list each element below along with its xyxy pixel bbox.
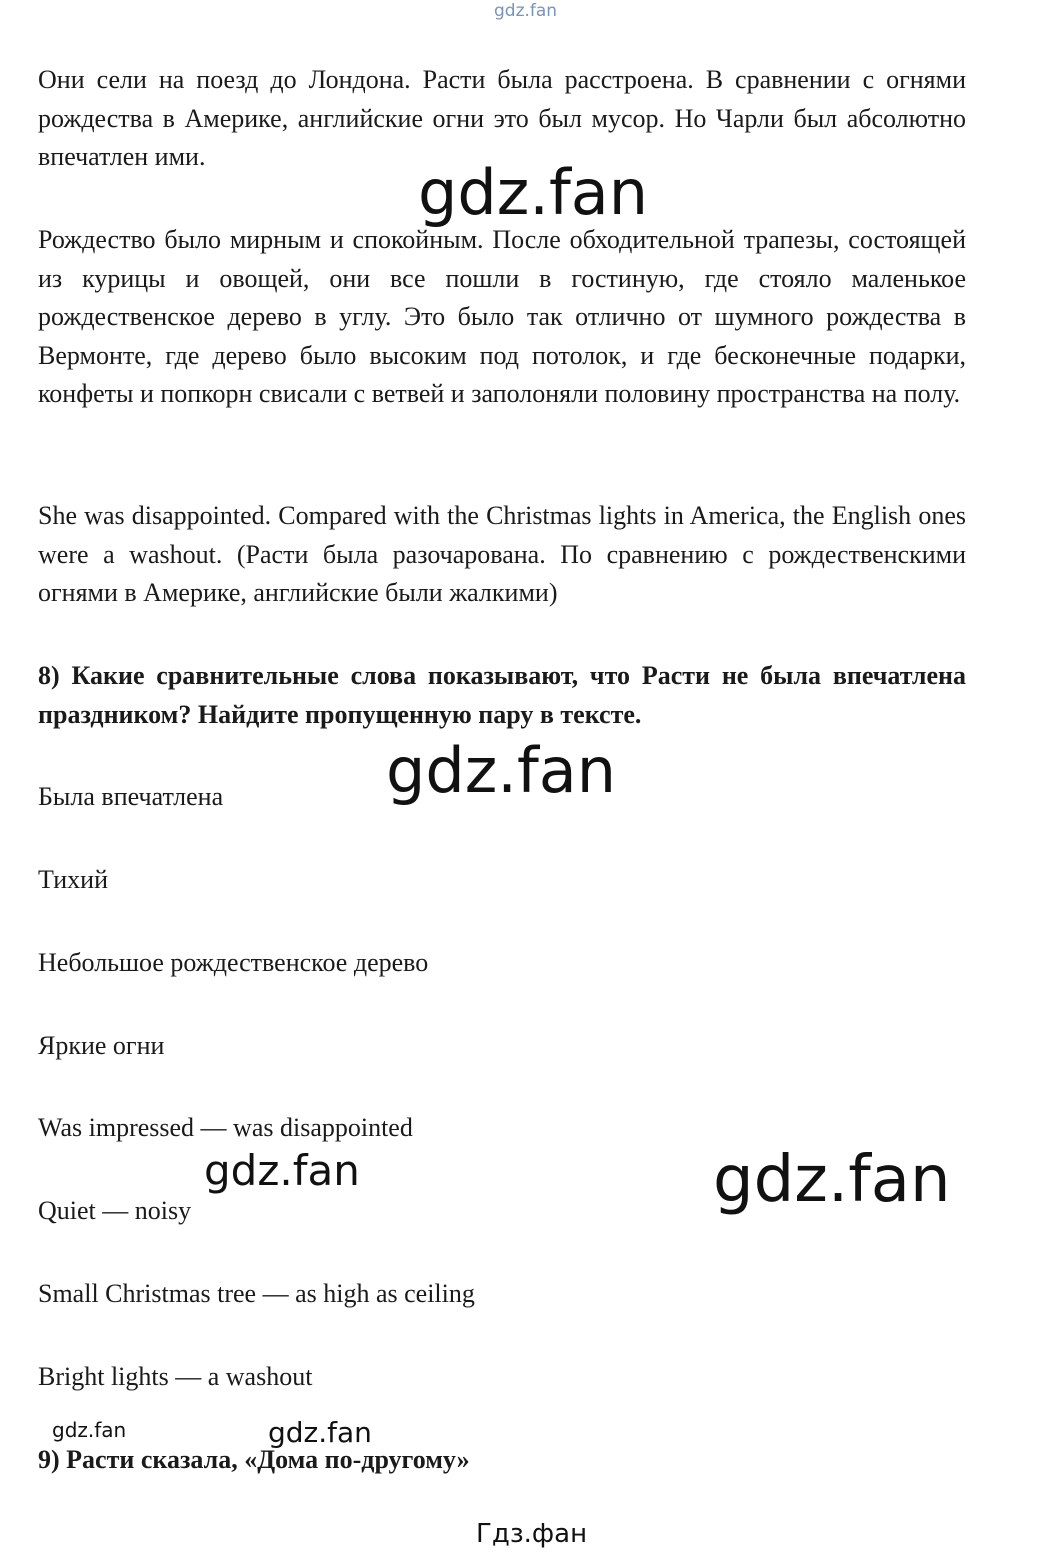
watermark-top: gdz.fan (494, 1, 558, 21)
watermark-5: gdz.fan (52, 1418, 127, 1442)
watermark-6: gdz.fan (268, 1416, 372, 1449)
watermark-1: gdz.fan (418, 156, 649, 229)
watermark-3: gdz.fan (204, 1146, 360, 1195)
paragraph-1: Они сели на поезд до Лондона. Расти была расстроена. В сравнении с огнями рождества в Америке, английские огни это был мусор. Но Чарли был абсолютно впечатлен ими. (38, 65, 966, 172)
answer-line-4: Яркие огни (38, 1031, 165, 1060)
watermark-4: gdz.fan (713, 1143, 951, 1217)
watermark-2: gdz.fan (386, 734, 617, 807)
answer-line-8: Bright lights — a washout (38, 1362, 313, 1391)
paragraph-3: She was disappointed. Compared with the Christmas lights in America, the English ones were a washout. (Расти была разочарована. По сравнению с рождественскими огнями в Америке, английские были жалкими) (38, 501, 966, 608)
paragraph-2: Рождество было мирным и спокойным. После обходительной трапезы, состоящей из курицы и овощей, они все пошли в гостиную, где стояло маленькое рождественское дерево в углу. Это было так отлично от шумного рождества в Вермонте, где дерево было высоким под потолок, и где бесконечные подарки, конфеты и попкорн свисали с ветвей и заполоняли половину пространства на полу. (38, 225, 966, 409)
question-8: 8) Какие сравнительные слова показывают, что Расти не была впечатлена праздником? Найдите пропущенную пару в тексте. (38, 661, 966, 729)
answer-line-6: Quiet — noisy (38, 1196, 192, 1225)
answer-line-2: Тихий (38, 865, 108, 894)
answer-line-5: Was impressed — was disappointed (38, 1113, 413, 1142)
answer-line-1: Была впечатлена (38, 782, 224, 811)
answer-line-7: Small Christmas tree — as high as ceiling (38, 1279, 475, 1308)
answer-line-3: Небольшое рождественское дерево (38, 948, 429, 977)
footer-watermark: Гдз.фан (476, 1519, 588, 1549)
question-9: 9) Расти сказала, «Дома по-другому» (38, 1445, 470, 1474)
